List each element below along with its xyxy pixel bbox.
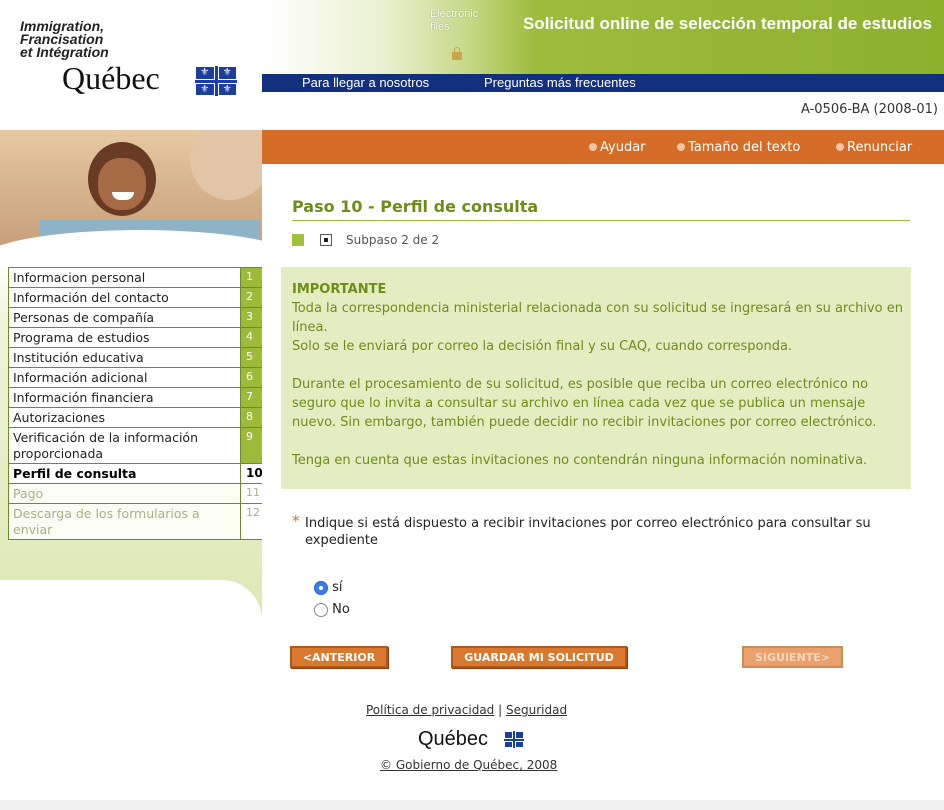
menu-step-number: 11 [240, 484, 262, 503]
sidebar-item-download-forms [8, 504, 262, 540]
menu-label: Informacion personal [13, 270, 146, 285]
footer-quebec-logo: Québec [418, 728, 489, 750]
header-banner [262, 0, 944, 74]
menu-label: Perfil de consulta [13, 466, 137, 481]
lock-icon [452, 52, 462, 60]
sidebar-item-study-program[interactable] [8, 328, 262, 348]
menu-label: Información financiera [13, 390, 154, 405]
bullet-icon [836, 143, 844, 151]
previous-button[interactable]: <ANTERIOR [290, 646, 388, 668]
menu-label: Pago [13, 486, 44, 501]
menu-step-number: 9 [240, 428, 262, 463]
sidebar-item-personal-info[interactable] [8, 268, 262, 288]
quebec-logo-text: Québec [62, 60, 160, 96]
notice-paragraph-1: Toda la correspondencia ministerial relacionada con su solicitud se ingresará en su archivo en línea. [292, 301, 903, 335]
steps-menu [8, 267, 262, 540]
substep-2-indicator [320, 234, 332, 246]
header-photo [0, 130, 262, 250]
menu-step-number: 7 [240, 388, 262, 407]
sidebar-item-companions[interactable] [8, 308, 262, 328]
option-yes-label: sí [332, 580, 343, 595]
menu-step-number: 6 [240, 368, 262, 387]
nav-link-directions[interactable]: Para llegar a nosotros [302, 75, 430, 90]
radio-yes[interactable] [314, 581, 328, 595]
substep-1-indicator [292, 234, 304, 246]
sidebar-curve [0, 580, 262, 620]
menu-label: Autorizaciones [13, 410, 105, 425]
page-title: Paso 10 - Perfil de consulta [292, 197, 539, 216]
ministry-line-2: Francisation [20, 31, 104, 47]
bullet-icon [589, 143, 597, 151]
footer-links [366, 703, 567, 717]
text-size-link[interactable] [677, 140, 800, 155]
bullet-icon [677, 143, 685, 151]
footer-separator: | [498, 703, 503, 717]
menu-label: Personas de compañía [13, 310, 155, 325]
menu-label: Programa de estudios [13, 330, 150, 345]
menu-step-number: 12 [240, 504, 262, 539]
help-link[interactable] [589, 140, 646, 155]
substep-label: Subpaso 2 de 2 [346, 233, 440, 247]
form-code: A-0506-BA (2008-01) [800, 102, 938, 117]
text-size-label: Tamaño del texto [688, 140, 801, 155]
notice-paragraph-4: Tenga en cuenta que estas invitaciones no contendrán ninguna información nominativa. [292, 453, 868, 468]
notice-paragraph-3: Durante el procesamiento de su solicitud, es posible que reciba un correo electrónico no seguro que lo invita a consultar su archivo en línea cada vez que se publica un mensaje nuevo. Sin embargo, también puede decidir no recibir invitaciones por correo electrónico. [292, 377, 877, 430]
quit-label: Renunciar [847, 140, 913, 155]
sidebar-item-institution[interactable] [8, 348, 262, 368]
quebec-flag-icon: ⚜ ⚜ ⚜ ⚜ [195, 66, 237, 96]
footer-flag-icon [504, 731, 524, 748]
menu-label: Información del contacto [13, 290, 169, 305]
important-heading: IMPORTANTE [292, 282, 387, 297]
efiles-line-1: Electronic [430, 8, 479, 20]
sidebar-item-consultation-profile[interactable] [8, 464, 262, 484]
menu-step-number: 4 [240, 328, 262, 347]
ministry-line-1: Immigration, [20, 18, 105, 34]
important-notice-text [292, 280, 908, 470]
ministry-line-3: et Intégration [20, 44, 109, 60]
next-button[interactable]: SIGUIENTE> [742, 646, 843, 668]
notice-paragraph-2: Solo se le enviará por correo la decisión final y su CAQ, cuando corresponda. [292, 339, 793, 354]
sidebar-item-verification[interactable] [8, 428, 262, 464]
sidebar-item-financial-info[interactable] [8, 388, 262, 408]
required-asterisk: * [292, 512, 300, 530]
email-invitation-question: Indique si está dispuesto a recibir invitaciones por correo electrónico para consultar su expediente [305, 516, 871, 548]
menu-label: Institución educativa [13, 350, 144, 365]
copyright-link[interactable]: © Gobierno de Québec, 2008 [380, 758, 558, 772]
title-divider [292, 220, 910, 221]
save-application-button[interactable]: GUARDAR MI SOLICITUD [451, 646, 627, 668]
nav-link-faq[interactable]: Preguntas más frecuentes [484, 75, 636, 90]
radio-no[interactable] [314, 603, 328, 617]
menu-step-number: 1 [240, 268, 262, 287]
privacy-link[interactable]: Política de privacidad [366, 703, 495, 717]
menu-label: Verificación de la información proporcionada [13, 430, 198, 461]
option-yes[interactable] [314, 580, 343, 595]
security-link[interactable]: Seguridad [506, 703, 568, 717]
sidebar-item-payment [8, 484, 262, 504]
sidebar-item-additional-info[interactable] [8, 368, 262, 388]
menu-step-number: 5 [240, 348, 262, 367]
sidebar-item-contact-info[interactable] [8, 288, 262, 308]
efiles-line-2: files [430, 21, 450, 33]
app-title: Solicitud online de selección temporal de estudios [522, 14, 932, 33]
menu-step-number: 3 [240, 308, 262, 327]
ministry-name [20, 20, 109, 59]
menu-label: Descarga de los formularios a enviar [13, 506, 200, 537]
menu-step-number: 8 [240, 408, 262, 427]
option-no[interactable] [314, 602, 350, 617]
quit-link[interactable] [836, 140, 912, 155]
option-no-label: No [332, 602, 350, 617]
menu-step-number: 10 [240, 464, 262, 483]
menu-step-number: 2 [240, 288, 262, 307]
electronic-files-label [430, 8, 478, 34]
sidebar-item-authorizations[interactable] [8, 408, 262, 428]
help-label: Ayudar [600, 140, 646, 155]
menu-label: Información adicional [13, 370, 148, 385]
